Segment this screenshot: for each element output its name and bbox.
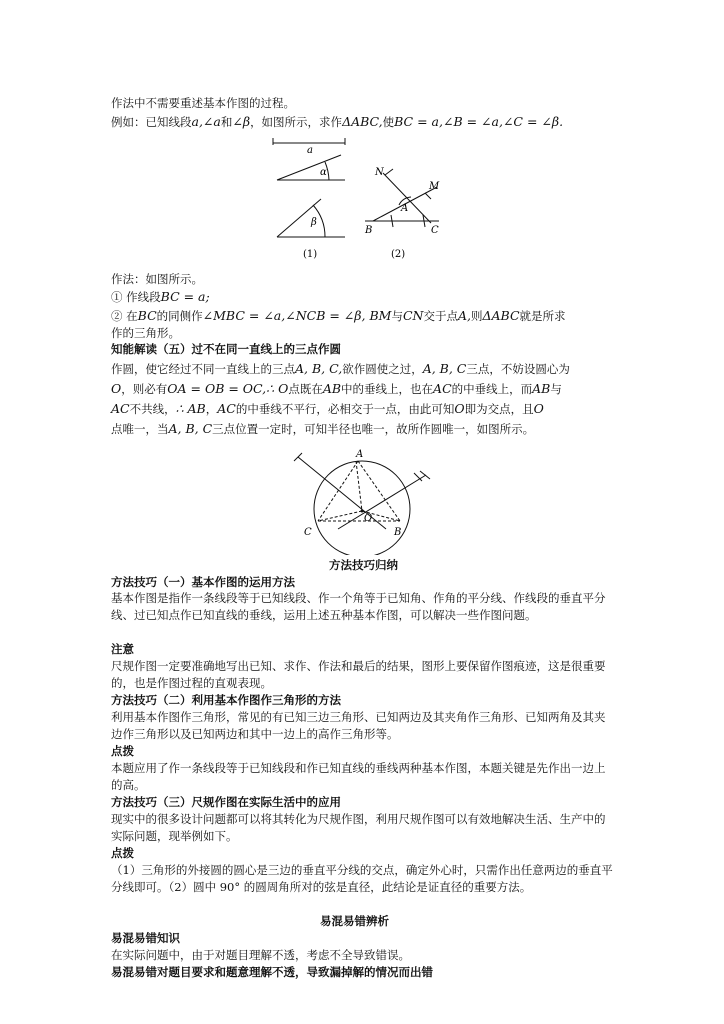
figure-circumcircle (290, 445, 440, 555)
tip-2-heading: 点拨 (111, 846, 134, 860)
circle-center-o-label: O (364, 513, 373, 524)
section-5-body (111, 359, 621, 439)
point-b-label: B (365, 225, 373, 236)
angle-beta-label: β (311, 217, 317, 228)
tip-1-body: 本题应用了作一条线段等于已知线段和作已知直线的垂线两种基本作图，本题关键是先作出一边上的高。 (111, 761, 606, 792)
s5-p3-m3: AC (217, 401, 236, 416)
s5-p2-m2: OA = OB = OC,∴ O (167, 381, 289, 396)
perp-bisector-ac (298, 457, 386, 529)
step-2-f: 就是所求 (519, 309, 566, 323)
step-2-math-5: ΔABC (482, 308, 520, 323)
s5-p1-a: 作圆，使它经过不同一直线上的三点 (111, 362, 295, 376)
example-math-1: a,∠a (191, 114, 221, 129)
example-math-2: ∠β (232, 114, 251, 129)
perp-bisector-ab (338, 475, 426, 529)
technique-3-heading: 方法技巧（三）尺规作图在实际生活中的应用 (111, 795, 341, 809)
s5-p4-a: 点唯一，当 (111, 422, 169, 436)
step-2-math-4: A, (457, 308, 471, 323)
s5-p2-e: 与 (550, 382, 562, 396)
example-prefix: 例如：已知线段 (111, 115, 192, 129)
angle-alpha-ray-2 (277, 155, 341, 180)
intro-text: 作法中不需要重述基本作图的过程。 (111, 96, 295, 110)
s5-p1-m2: A, B, C (422, 361, 467, 376)
tip-1-heading: 点拨 (111, 744, 134, 758)
step-2-a: ② 在 (111, 309, 138, 323)
step-2-d: 交于点 (423, 309, 458, 323)
tip-2-body: （1）三角形的外接圆的圆心是三边的垂直平分线的交点，确定外心时，只需作出任意两边的垂直平分线即可。（2）圆中 90° 的圆周角所对的弦是直径，此结论是证直径的重要方法。 (111, 863, 613, 894)
s5-p4-b: 三点位置一定时，可知半径也唯一，故所作圆唯一，如图所示。 (212, 422, 535, 436)
technique-2-body: 利用基本作图作三角形，常见的有已知三边三角形、已知两边及其夹角作三角形、已知两角及其夹边作三角形以及已知两边和其中一边上的高作三角形等。 (111, 710, 606, 741)
errors-knowledge-heading: 易混易错知识 (111, 931, 180, 945)
intro-line (111, 95, 616, 112)
s5-p1-m1: A, B, C, (295, 361, 343, 376)
step-2-c: 与 (391, 309, 403, 323)
s5-p3-m1: AC (111, 401, 130, 416)
example-make: 使 (382, 115, 395, 129)
method-intro-text: 作法：如图所示。 (111, 272, 203, 286)
figure1-caption-2: (2) (391, 249, 406, 260)
point-m-label: M (429, 181, 440, 192)
side-ac (318, 461, 358, 521)
circle-point-c-label: C (304, 527, 312, 538)
technique-2-heading: 方法技巧（二）利用基本作图作三角形的方法 (111, 693, 341, 707)
segment-a-label: a (307, 145, 313, 156)
s5-p3-m4: O (454, 401, 465, 416)
s5-p2-b: 点既在 (288, 382, 323, 396)
s5-p2-m5: AB (532, 381, 551, 396)
s5-p2-c: 中的垂线上，也在 (341, 382, 434, 396)
s5-p2-m4: AC (433, 381, 452, 396)
figure-triangle-construction (265, 135, 465, 265)
step-1-prefix: ① 作线段 (111, 290, 161, 304)
s5-p3-m2: ∴ AB (175, 401, 206, 416)
technique-1-body: 基本作图是指作一条线段等于已知线段、作一个角等于已知角、作角的平分线、作线段的垂直平分线、过已知点作已知直线的垂线，运用上述五种基本作图，可以解决一些作图问题。 (111, 591, 606, 622)
section-5-heading: 知能解读（五）过不在同一直线上的三点作圆 (111, 342, 341, 356)
example-and: 和 (220, 115, 233, 129)
point-c-label: C (431, 225, 439, 236)
step-2-math-2: ∠MBC = ∠a,∠NCB = ∠β, BM (202, 308, 392, 323)
step-2-math-3: CN (402, 308, 424, 323)
example-math-4: BC = a,∠B = ∠a,∠C = ∠β. (394, 114, 564, 129)
figure1-caption-1: (1) (303, 249, 318, 260)
point-a-label: A (401, 203, 409, 214)
step-2-math-1: BC (137, 308, 157, 323)
point-n-label: N (375, 167, 384, 178)
s5-p4-m1: A, B, C (168, 421, 213, 436)
step-2-e: 则 (470, 309, 483, 323)
step-2-b: 的同侧作 (156, 309, 203, 323)
s5-p2-m1: O (111, 381, 122, 396)
s5-p2-d: 的中垂线上，而 (451, 382, 533, 396)
note-body: 尺规作图一定要准确地写出已知、求作、作法和最后的结果，图形上要保留作图痕迹，这是很重要的，也是作图过程的直观表现。 (111, 659, 606, 690)
s5-p3-c: 的中垂线不平行，必相交于一点，由此可知 (235, 402, 455, 416)
circle-point-a-label: A (356, 449, 364, 460)
s5-p3-d: 即为交点，且 (464, 402, 534, 416)
errors-knowledge-body: 在实际问题中，由于对题目理解不透，考虑不全导致错误。 (111, 948, 410, 962)
s5-p3-a: 不共线， (129, 402, 176, 416)
s5-p2-m3: AB (322, 381, 342, 396)
errors-last-heading: 易混易错对题目要求和题意理解不透，导致漏掉解的情况而出错 (111, 965, 433, 979)
method-intro (111, 271, 616, 288)
example-line (111, 113, 631, 131)
summary-title: 方法技巧归纳 (329, 558, 398, 572)
angle-alpha-label: α (320, 167, 327, 178)
technique-1-heading: 方法技巧（一）基本作图的运用方法 (111, 575, 295, 589)
note-heading: 注意 (111, 642, 134, 656)
s5-p3-m5: O (533, 401, 544, 416)
example-mid: ，如图所示，求作 (250, 115, 343, 129)
step-1 (111, 288, 616, 306)
s5-p2-a: ，则必有 (121, 382, 168, 396)
step-2-line-2: 作的三角形。 (111, 326, 180, 340)
errors-title: 易混易错辨析 (320, 914, 389, 928)
circle-point-b-label: B (394, 527, 402, 538)
s5-p3-b: ， (205, 402, 218, 416)
step-1-math: BC = a; (160, 289, 210, 304)
s5-p1-c: 三点，不妨设圆心为 (466, 362, 570, 376)
s5-p1-b: 欲作圆使之过， (342, 362, 423, 376)
example-math-3: ΔABC, (342, 114, 383, 129)
technique-3-body: 现实中的很多设计问题都可以将其转化为尺规作图，利用尺规作图可以有效地解决生活、生产中的实际问题，现举例如下。 (111, 812, 606, 843)
step-2 (111, 307, 619, 342)
